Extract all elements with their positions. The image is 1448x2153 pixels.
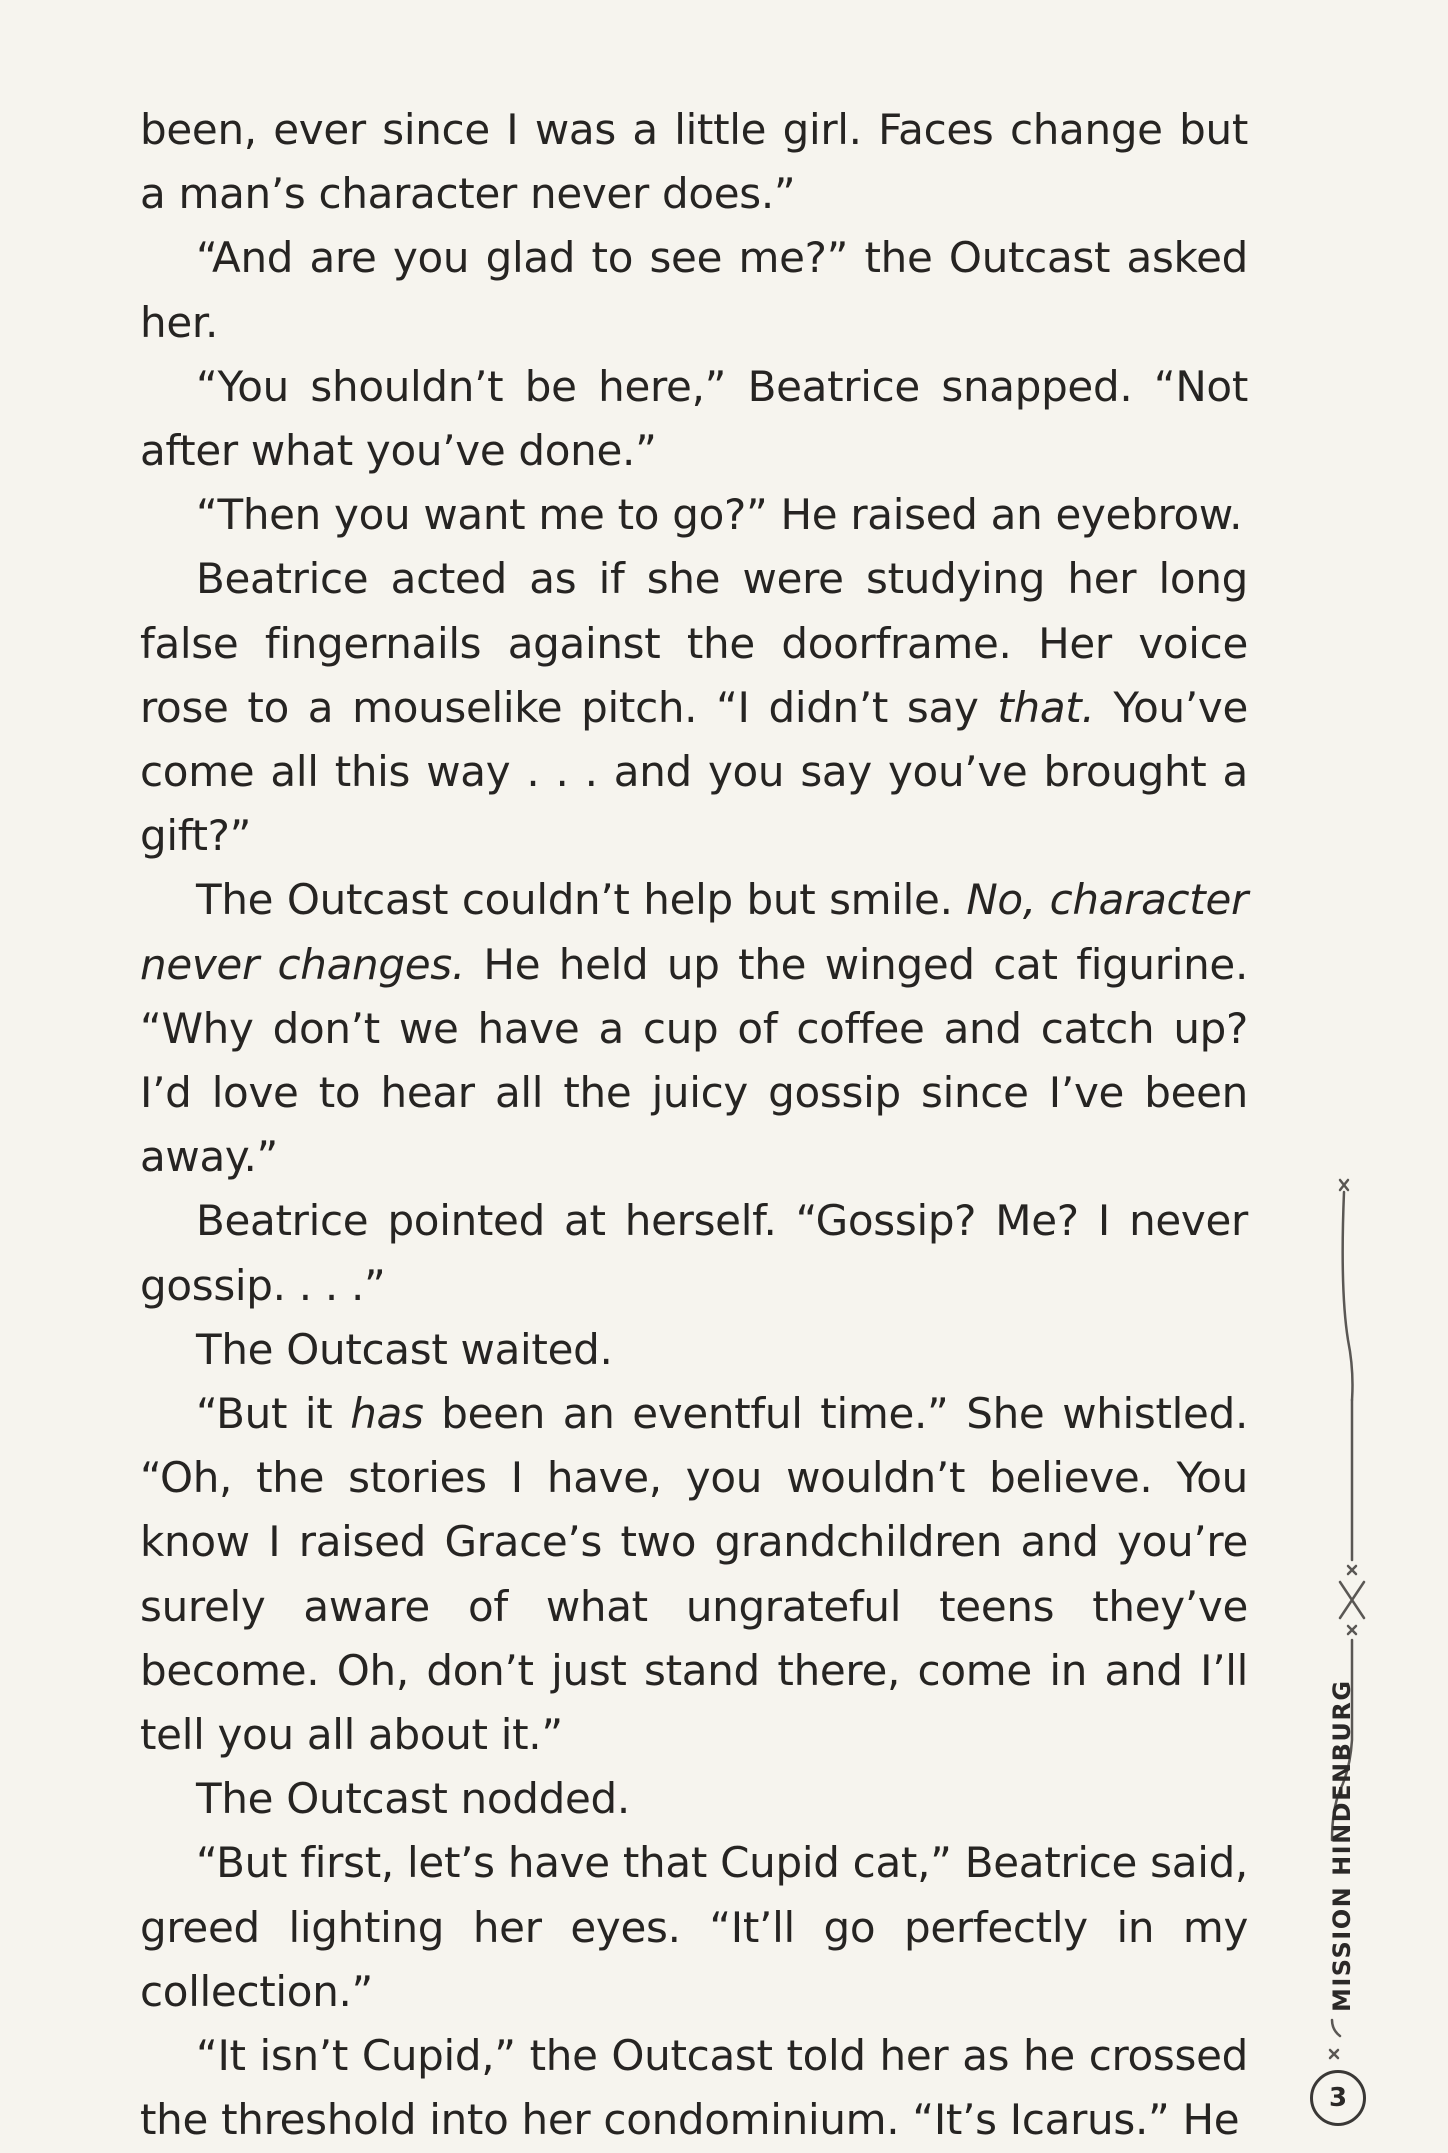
- italic-text-run: No, character never changes.: [140, 875, 1248, 989]
- text-run: “And are you glad to see me?” the Outcast asked her.: [140, 233, 1248, 347]
- text-run: “But first, let’s have that Cupid cat,” Beatrice said, greed lighting her eyes. “It’ll go perfectly in my collection.”: [140, 1838, 1248, 2016]
- body-text: [140, 98, 1248, 2153]
- paragraph: [140, 355, 1248, 483]
- paragraph: [140, 98, 1248, 226]
- text-run: Beatrice pointed at herself. “Gossip? Me? I never gossip. . . .”: [140, 1196, 1248, 1310]
- paragraph: [140, 547, 1248, 868]
- text-run: Beatrice acted as if she were studying her long false fingernails against the doorframe. Her voice rose to a mouselike pitch. “I didn’t say: [140, 554, 1248, 732]
- text-run: “It isn’t Cupid,” the Outcast told her as he crossed the threshold into her condominium. “It’s Icarus.” He: [140, 2031, 1248, 2145]
- italic-text-run: that.: [997, 682, 1095, 732]
- text-run: been an eventful time.” She whistled. “Oh, the stories I have, you wouldn’t believe. You know I raised Grace’s two grandchildren and you’re surely aware of what ungrateful teens they’ve become. Oh, don’t just stand there, come in and I’ll tell you all about it.”: [140, 1389, 1248, 1760]
- text-run: “Then you want me to go?” He raised an eyebrow.: [196, 490, 1243, 540]
- paragraph: [140, 483, 1248, 547]
- text-run: He held up the winged cat figurine. “Why don’t we have a cup of coffee and catch up? I’d love to hear all the juicy gossip since I’ve been away.”: [140, 939, 1248, 1182]
- page-number: 3: [1310, 2070, 1366, 2126]
- text-run: “But it: [196, 1389, 351, 1439]
- paragraph: [140, 1189, 1248, 1317]
- text-run: “You shouldn’t be here,” Beatrice snapped. “Not after what you’ve done.”: [140, 361, 1248, 476]
- paragraph: [140, 1831, 1248, 2024]
- text-run: been, ever since I was a little girl. Faces change but a man’s character never does.”: [140, 105, 1248, 219]
- text-run: The Outcast couldn’t help but smile.: [196, 875, 967, 925]
- italic-text-run: has: [350, 1389, 424, 1439]
- running-title: MISSION HINDENBURG: [1328, 1679, 1356, 2012]
- paragraph: [140, 2024, 1248, 2152]
- paragraph: [140, 1318, 1248, 1382]
- text-run: You’ve come all this way . . . and you say you’ve brought a gift?”: [140, 682, 1248, 861]
- paragraph: [140, 868, 1248, 1189]
- text-run: The Outcast nodded.: [196, 1774, 630, 1824]
- paragraph: [140, 1767, 1248, 1831]
- paragraph: [140, 226, 1248, 354]
- paragraph: [140, 1382, 1248, 1767]
- text-run: The Outcast waited.: [196, 1324, 613, 1374]
